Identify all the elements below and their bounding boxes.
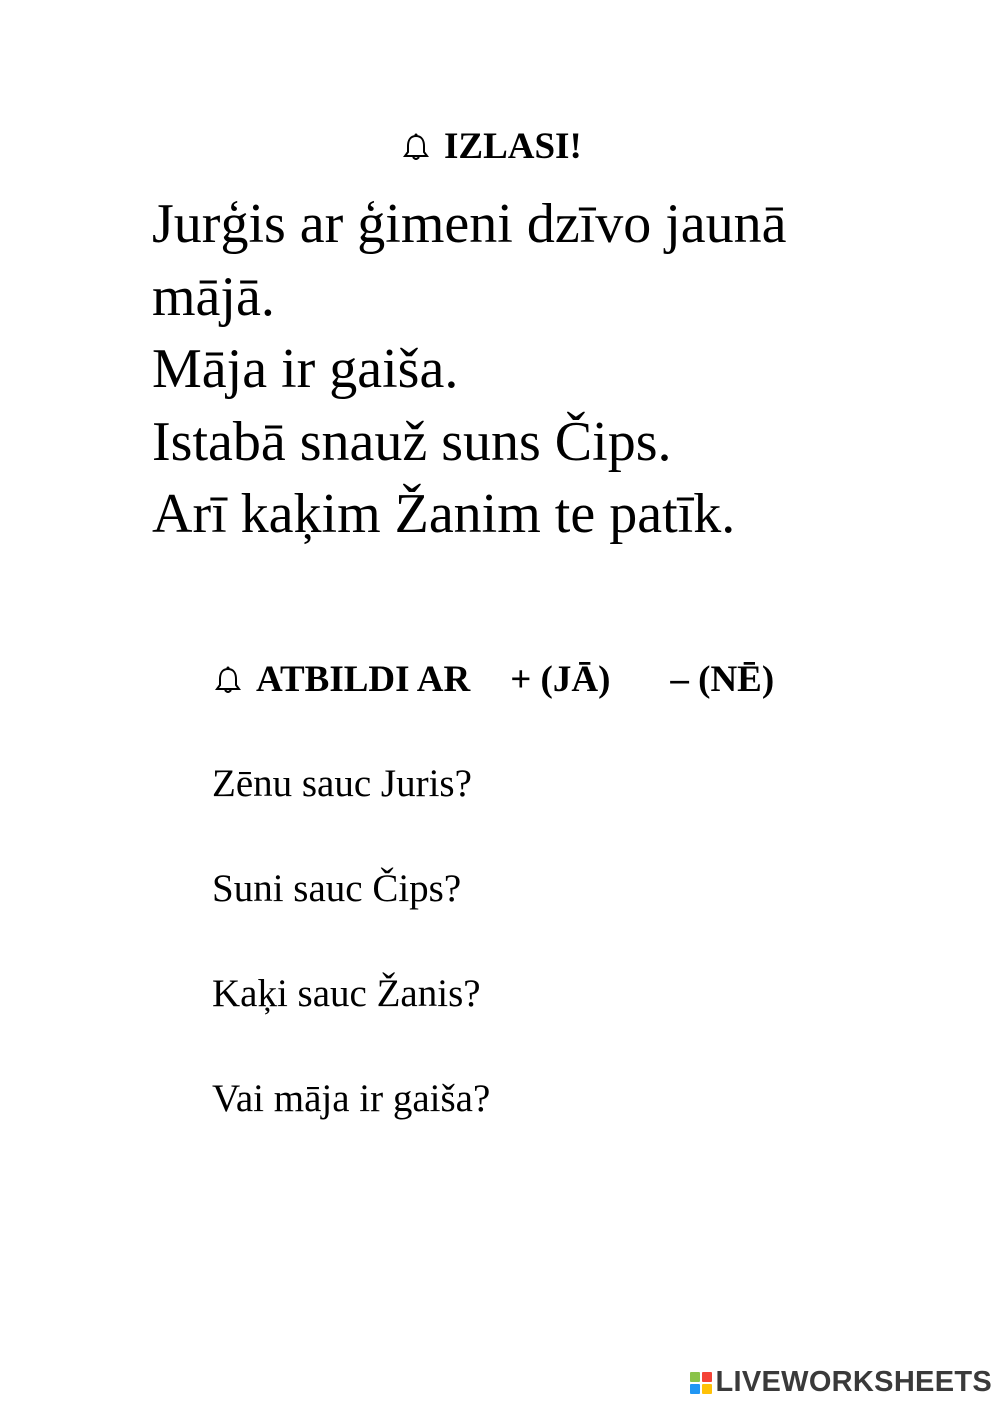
liveworksheets-logo-icon <box>690 1372 712 1394</box>
logo-square <box>690 1384 700 1394</box>
liveworksheets-brand <box>690 1366 993 1399</box>
question-item: Vai māja ir gaiša? <box>212 1077 491 1120</box>
question-item: Zēnu sauc Juris? <box>212 762 472 805</box>
option-no-label: – (NĒ) <box>670 659 775 700</box>
option-yes-label: + (JĀ) <box>510 659 611 700</box>
logo-square <box>690 1372 700 1382</box>
answer-heading-title: ATBILDI AR <box>256 659 471 700</box>
read-heading-title: IZLASI! <box>444 126 582 167</box>
answer-heading <box>212 658 774 702</box>
story-line: Istabā snauž suns Čips. <box>152 410 672 473</box>
question-item: Kaķi sauc Žanis? <box>212 972 481 1015</box>
bell-icon <box>212 664 244 696</box>
story-line: Jurģis ar ģimeni dzīvo jaunā <box>152 193 787 255</box>
brand-name: LIVEWORKSHEETS <box>715 1366 992 1398</box>
story-line: Arī kaķim Žanim te patīk. <box>152 483 736 545</box>
story-text <box>152 188 872 551</box>
bell-icon <box>400 131 432 163</box>
story-line: mājā. <box>152 265 275 328</box>
story-line: Māja ir gaiša. <box>152 338 459 400</box>
question-list <box>212 757 490 1177</box>
logo-square <box>702 1384 712 1394</box>
question-item: Suni sauc Čips? <box>212 867 462 910</box>
logo-square <box>702 1372 712 1382</box>
read-heading <box>400 125 582 169</box>
